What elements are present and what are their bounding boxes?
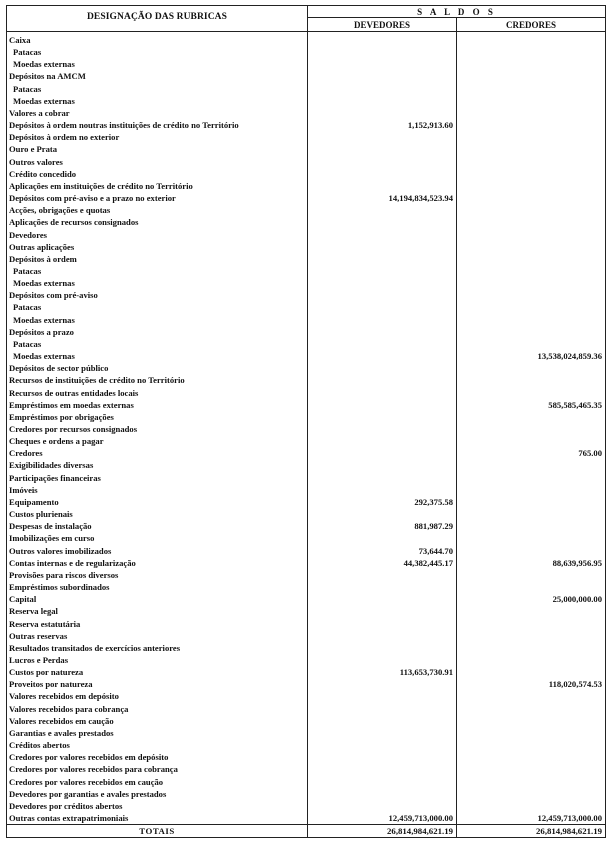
credores-value <box>457 618 606 630</box>
credores-value <box>457 435 606 447</box>
credores-value <box>457 642 606 654</box>
devedores-value <box>308 763 457 775</box>
credores-value <box>457 131 606 143</box>
devedores-value <box>308 605 457 617</box>
table-row <box>7 229 606 241</box>
rubrica-label: Custos por natureza <box>7 666 308 678</box>
devedores-value <box>308 678 457 690</box>
table-row <box>7 107 606 119</box>
rubrica-label: Moedas externas <box>7 58 308 70</box>
table-row <box>7 277 606 289</box>
devedores-value <box>308 95 457 107</box>
rubrica-label: Moedas externas <box>7 350 308 362</box>
devedores-value <box>308 447 457 459</box>
table-row <box>7 678 606 690</box>
balance-table <box>6 5 606 838</box>
credores-value <box>457 666 606 678</box>
table-row <box>7 605 606 617</box>
credores-value <box>457 168 606 180</box>
table-row <box>7 739 606 751</box>
devedores-value <box>308 131 457 143</box>
credores-value <box>457 387 606 399</box>
table-row <box>7 703 606 715</box>
table-row <box>7 362 606 374</box>
table-row <box>7 326 606 338</box>
table-row <box>7 715 606 727</box>
devedores-value <box>308 411 457 423</box>
rubrica-label: Lucros e Perdas <box>7 654 308 666</box>
credores-value <box>457 508 606 520</box>
table-row <box>7 289 606 301</box>
table-row <box>7 399 606 411</box>
rubrica-label: Valores a cobrar <box>7 107 308 119</box>
devedores-value <box>308 229 457 241</box>
devedores-value <box>308 338 457 350</box>
devedores-value <box>308 277 457 289</box>
rubrica-label: Custos plurienais <box>7 508 308 520</box>
table-row <box>7 83 606 95</box>
table-row <box>7 46 606 58</box>
credores-value: 88,639,956.95 <box>457 557 606 569</box>
table-row <box>7 545 606 557</box>
table-row <box>7 216 606 228</box>
rubrica-label: Depósitos com pré-aviso e a prazo no exterior <box>7 192 308 204</box>
credores-value <box>457 119 606 131</box>
credores-value <box>457 545 606 557</box>
rubrica-label: Caixa <box>7 32 308 47</box>
devedores-value <box>308 618 457 630</box>
table-row <box>7 569 606 581</box>
table-row <box>7 314 606 326</box>
devedores-value <box>308 314 457 326</box>
table-row <box>7 350 606 362</box>
credores-value <box>457 46 606 58</box>
rubrica-label: Cheques e ordens a pagar <box>7 435 308 447</box>
rubrica-label: Outras reservas <box>7 630 308 642</box>
table-row <box>7 788 606 800</box>
devedores-value <box>308 508 457 520</box>
credores-value <box>457 654 606 666</box>
devedores-value: 12,459,713,000.00 <box>308 812 457 825</box>
credores-value <box>457 776 606 788</box>
table-row <box>7 168 606 180</box>
devedores-value <box>308 107 457 119</box>
devedores-value <box>308 423 457 435</box>
rubrica-label: Participações financeiras <box>7 472 308 484</box>
rubrica-label: Credores <box>7 447 308 459</box>
devedores-value <box>308 435 457 447</box>
credores-value <box>457 800 606 812</box>
table-row <box>7 581 606 593</box>
devedores-value <box>308 739 457 751</box>
credores-value <box>457 459 606 471</box>
devedores-value <box>308 642 457 654</box>
credores-value <box>457 739 606 751</box>
credores-value <box>457 484 606 496</box>
table-row <box>7 131 606 143</box>
table-row <box>7 763 606 775</box>
table-row <box>7 204 606 216</box>
rubrica-label: Patacas <box>7 338 308 350</box>
credores-value <box>457 314 606 326</box>
rubrica-label: Imóveis <box>7 484 308 496</box>
credores-value <box>457 192 606 204</box>
credores-value <box>457 715 606 727</box>
rubrica-label: Reserva legal <box>7 605 308 617</box>
table-row <box>7 618 606 630</box>
header-designacao: DESIGNAÇÃO DAS RUBRICAS <box>7 6 308 32</box>
table-row <box>7 387 606 399</box>
credores-value <box>457 520 606 532</box>
devedores-value <box>308 472 457 484</box>
devedores-value <box>308 168 457 180</box>
credores-value <box>457 70 606 82</box>
rubrica-label: Garantias e avales prestados <box>7 727 308 739</box>
devedores-value <box>308 532 457 544</box>
rubrica-label: Proveitos por natureza <box>7 678 308 690</box>
credores-value <box>457 58 606 70</box>
devedores-value <box>308 690 457 702</box>
table-row <box>7 459 606 471</box>
rubrica-label: Patacas <box>7 301 308 313</box>
rubrica-label: Devedores por créditos abertos <box>7 800 308 812</box>
credores-value <box>457 703 606 715</box>
table-row <box>7 508 606 520</box>
devedores-value <box>308 204 457 216</box>
rubrica-label: Depósitos com pré-aviso <box>7 289 308 301</box>
devedores-value: 113,653,730.91 <box>308 666 457 678</box>
devedores-value <box>308 241 457 253</box>
table-row <box>7 435 606 447</box>
credores-value <box>457 751 606 763</box>
devedores-value <box>308 569 457 581</box>
table-row <box>7 800 606 812</box>
table-row <box>7 95 606 107</box>
table-row <box>7 812 606 825</box>
rubrica-label: Empréstimos por obrigações <box>7 411 308 423</box>
table-body <box>7 32 606 825</box>
devedores-value <box>308 58 457 70</box>
devedores-value <box>308 32 457 47</box>
credores-value <box>457 362 606 374</box>
rubrica-label: Depósitos à ordem noutras instituições de crédito no Território <box>7 119 308 131</box>
devedores-value <box>308 751 457 763</box>
rubrica-label: Patacas <box>7 83 308 95</box>
rubrica-label: Acções, obrigações e quotas <box>7 204 308 216</box>
devedores-value: 44,382,445.17 <box>308 557 457 569</box>
rubrica-label: Valores recebidos em caução <box>7 715 308 727</box>
rubrica-label: Depósitos à ordem <box>7 253 308 265</box>
devedores-value: 1,152,913.60 <box>308 119 457 131</box>
credores-value: 585,585,465.35 <box>457 399 606 411</box>
credores-value <box>457 216 606 228</box>
devedores-value <box>308 593 457 605</box>
balance-sheet <box>6 5 606 841</box>
devedores-value: 292,375.58 <box>308 496 457 508</box>
totals-label: TOTAIS <box>7 825 308 838</box>
devedores-value <box>308 703 457 715</box>
rubrica-label: Despesas de instalação <box>7 520 308 532</box>
credores-value <box>457 229 606 241</box>
rubrica-label: Depósitos à ordem no exterior <box>7 131 308 143</box>
credores-value <box>457 301 606 313</box>
devedores-value: 73,644.70 <box>308 545 457 557</box>
credores-value: 12,459,713,000.00 <box>457 812 606 825</box>
devedores-value <box>308 654 457 666</box>
table-row <box>7 301 606 313</box>
credores-value <box>457 143 606 155</box>
rubrica-label: Aplicações em instituições de crédito no Território <box>7 180 308 192</box>
credores-value <box>457 605 606 617</box>
header-credores: CREDORES <box>457 18 606 32</box>
rubrica-label: Devedores por garantias e avales prestados <box>7 788 308 800</box>
table-row <box>7 630 606 642</box>
devedores-value <box>308 253 457 265</box>
credores-value <box>457 107 606 119</box>
totals-section <box>7 825 606 838</box>
credores-value <box>457 326 606 338</box>
credores-value <box>457 241 606 253</box>
devedores-value <box>308 143 457 155</box>
devedores-value <box>308 387 457 399</box>
devedores-value <box>308 350 457 362</box>
table-row <box>7 642 606 654</box>
totals-credores: 26,814,984,621.19 <box>457 825 606 838</box>
credores-value <box>457 156 606 168</box>
devedores-value <box>308 459 457 471</box>
rubrica-label: Outros valores <box>7 156 308 168</box>
devedores-value <box>308 776 457 788</box>
credores-value <box>457 253 606 265</box>
devedores-value <box>308 374 457 386</box>
table-row <box>7 32 606 47</box>
credores-value <box>457 83 606 95</box>
devedores-value <box>308 180 457 192</box>
header-devedores: DEVEDORES <box>308 18 457 32</box>
devedores-value <box>308 216 457 228</box>
credores-value <box>457 265 606 277</box>
rubrica-label: Valores recebidos em depósito <box>7 690 308 702</box>
devedores-value <box>308 788 457 800</box>
devedores-value <box>308 265 457 277</box>
rubrica-label: Imobilizações em curso <box>7 532 308 544</box>
rubrica-label: Patacas <box>7 265 308 277</box>
credores-value: 25,000,000.00 <box>457 593 606 605</box>
credores-value <box>457 411 606 423</box>
devedores-value <box>308 715 457 727</box>
credores-value <box>457 180 606 192</box>
credores-value: 118,020,574.53 <box>457 678 606 690</box>
credores-value <box>457 472 606 484</box>
table-row <box>7 654 606 666</box>
table-row <box>7 253 606 265</box>
rubrica-label: Resultados transitados de exercícios anteriores <box>7 642 308 654</box>
credores-value <box>457 690 606 702</box>
credores-value <box>457 277 606 289</box>
devedores-value: 14,194,834,523.94 <box>308 192 457 204</box>
table-row <box>7 411 606 423</box>
credores-value <box>457 204 606 216</box>
credores-value <box>457 630 606 642</box>
rubrica-label: Outras aplicações <box>7 241 308 253</box>
credores-value <box>457 374 606 386</box>
table-row <box>7 532 606 544</box>
rubrica-label: Recursos de instituições de crédito no Território <box>7 374 308 386</box>
credores-value <box>457 532 606 544</box>
credores-value <box>457 32 606 47</box>
table-header <box>7 6 606 32</box>
rubrica-label: Outros valores imobilizados <box>7 545 308 557</box>
table-row <box>7 447 606 459</box>
credores-value <box>457 423 606 435</box>
table-row <box>7 666 606 678</box>
rubrica-label: Aplicações de recursos consignados <box>7 216 308 228</box>
rubrica-label: Créditos abertos <box>7 739 308 751</box>
rubrica-label: Depósitos a prazo <box>7 326 308 338</box>
credores-value <box>457 581 606 593</box>
totals-devedores: 26,814,984,621.19 <box>308 825 457 838</box>
table-row <box>7 496 606 508</box>
devedores-value <box>308 83 457 95</box>
devedores-value <box>308 484 457 496</box>
table-row <box>7 472 606 484</box>
rubrica-label: Exigibilidades diversas <box>7 459 308 471</box>
credores-value <box>457 727 606 739</box>
rubrica-label: Devedores <box>7 229 308 241</box>
devedores-value <box>308 581 457 593</box>
table-row <box>7 520 606 532</box>
table-row <box>7 593 606 605</box>
table-row <box>7 557 606 569</box>
table-row <box>7 484 606 496</box>
devedores-value <box>308 70 457 82</box>
rubrica-label: Valores recebidos para cobrança <box>7 703 308 715</box>
rubrica-label: Credores por valores recebidos para cobrança <box>7 763 308 775</box>
credores-value <box>457 289 606 301</box>
credores-value <box>457 496 606 508</box>
devedores-value <box>308 46 457 58</box>
rubrica-label: Empréstimos subordinados <box>7 581 308 593</box>
rubrica-label: Contas internas e de regularização <box>7 557 308 569</box>
rubrica-label: Outras contas extrapatrimoniais <box>7 812 308 825</box>
rubrica-label: Ouro e Prata <box>7 143 308 155</box>
rubrica-label: Credores por valores recebidos em depósito <box>7 751 308 763</box>
devedores-value <box>308 362 457 374</box>
devedores-value <box>308 301 457 313</box>
table-row <box>7 58 606 70</box>
rubrica-label: Credores por valores recebidos em caução <box>7 776 308 788</box>
devedores-value <box>308 156 457 168</box>
rubrica-label: Depósitos na AMCM <box>7 70 308 82</box>
rubrica-label: Capital <box>7 593 308 605</box>
devedores-value <box>308 399 457 411</box>
rubrica-label: Equipamento <box>7 496 308 508</box>
credores-value <box>457 95 606 107</box>
devedores-value <box>308 289 457 301</box>
credores-value <box>457 763 606 775</box>
credores-value <box>457 338 606 350</box>
rubrica-label: Provisões para riscos diversos <box>7 569 308 581</box>
rubrica-label: Empréstimos em moedas externas <box>7 399 308 411</box>
credores-value: 765.00 <box>457 447 606 459</box>
totals-row <box>7 825 606 838</box>
rubrica-label: Moedas externas <box>7 277 308 289</box>
rubrica-label: Credores por recursos consignados <box>7 423 308 435</box>
table-row <box>7 338 606 350</box>
table-row <box>7 192 606 204</box>
rubrica-label: Recursos de outras entidades locais <box>7 387 308 399</box>
credores-value: 13,538,024,859.36 <box>457 350 606 362</box>
credores-value <box>457 569 606 581</box>
rubrica-label: Patacas <box>7 46 308 58</box>
devedores-value: 881,987.29 <box>308 520 457 532</box>
table-row <box>7 156 606 168</box>
rubrica-label: Moedas externas <box>7 95 308 107</box>
table-row <box>7 180 606 192</box>
table-row <box>7 119 606 131</box>
rubrica-label: Reserva estatutária <box>7 618 308 630</box>
table-row <box>7 751 606 763</box>
table-row <box>7 727 606 739</box>
table-row <box>7 70 606 82</box>
table-row <box>7 423 606 435</box>
devedores-value <box>308 800 457 812</box>
table-row <box>7 143 606 155</box>
credores-value <box>457 788 606 800</box>
devedores-value <box>308 326 457 338</box>
table-row <box>7 265 606 277</box>
rubrica-label: Crédito concedido <box>7 168 308 180</box>
table-row <box>7 776 606 788</box>
table-row <box>7 374 606 386</box>
rubrica-label: Moedas externas <box>7 314 308 326</box>
devedores-value <box>308 727 457 739</box>
header-saldos: S A L D O S <box>308 6 606 18</box>
table-row <box>7 241 606 253</box>
table-row <box>7 690 606 702</box>
devedores-value <box>308 630 457 642</box>
rubrica-label: Depósitos de sector público <box>7 362 308 374</box>
